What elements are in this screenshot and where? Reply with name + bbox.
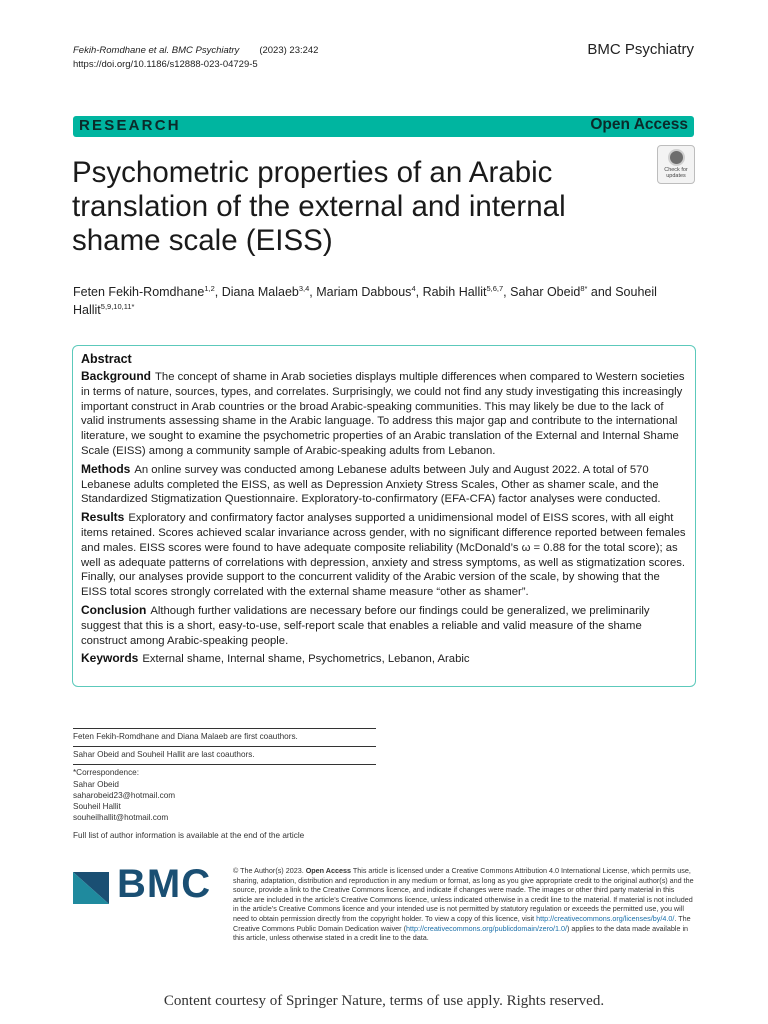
license-text-2: . The Creative Commons Public Domain Dedication waiver ( xyxy=(233,913,691,933)
section-label: RESEARCH xyxy=(79,117,181,134)
author-list xyxy=(73,283,673,319)
open-access-label: Open Access xyxy=(590,116,688,133)
methods-text: An online survey was conducted among Lebanese adults between July and August 2022. A total of 570 Lebanese adults completed the EISS, as well as Depression Anxiety Stress Scales, Other as shamer scale, and the Standardized Stigmatization Questionnaire. Exploratory-to-confirmatory (EFA-CFA) factor analyses were conducted. xyxy=(81,463,661,506)
results-label: Results xyxy=(81,510,125,525)
conclusion-text: Although further validations are necessary before our findings could be generalized, we preliminarily suggest that this is a short, easy-to-use, self-report scale that enables a reliable and valid measure of the shame construct among Arabic-speaking people. xyxy=(81,604,650,647)
journal-name: BMC Psychiatry xyxy=(587,41,694,58)
courtesy-notice: Content courtesy of Springer Nature, terms of use apply. Rights reserved. xyxy=(163,993,605,1009)
author-separator: , xyxy=(309,285,317,299)
correspondent-email[interactable]: souheilhallit@hotmail.com xyxy=(73,813,169,823)
methods-label: Methods xyxy=(81,461,131,476)
check-for-updates-badge[interactable] xyxy=(657,145,695,184)
license-open-access: Open Access xyxy=(305,866,351,875)
author-affiliation: 5,6,7 xyxy=(486,283,504,293)
bmc-logo-icon xyxy=(73,868,109,904)
correspondent-email[interactable]: saharobeid23@hotmail.com xyxy=(73,790,176,800)
article-citation xyxy=(73,44,318,72)
keywords-text: External shame, Internal shame, Psychometrics, Lebanon, Arabic xyxy=(142,653,470,666)
abstract-conclusion xyxy=(81,603,687,648)
abstract-keywords xyxy=(81,651,687,667)
check-updates-line1: Check for xyxy=(664,167,688,173)
author-affiliation: 1,2 xyxy=(204,283,215,293)
citation-year: (2023) 23:242 xyxy=(259,45,319,56)
first-coauthors-note: Feten Fekih-Romdhane and Diana Malaeb are first coauthors. xyxy=(73,732,298,741)
citation-line xyxy=(73,44,318,58)
conclusion-label: Conclusion xyxy=(81,602,147,617)
license-text-3: ) applies to the data made available in this article, unless otherwise stated in a credit line to the data. xyxy=(233,923,689,943)
bmc-logo xyxy=(73,862,215,906)
abstract-heading: Abstract xyxy=(81,352,132,366)
author-name[interactable]: Feten Fekih-Romdhane xyxy=(73,285,205,299)
check-updates-line2: updates xyxy=(666,173,686,179)
bmc-logo-text: BMC xyxy=(117,862,212,906)
last-coauthors-note: Sahar Obeid and Souheil Hallit are last coauthors. xyxy=(73,750,255,760)
author-affiliation: 8* xyxy=(580,283,588,293)
author-separator: and xyxy=(587,285,616,299)
author-name[interactable]: Souheil Hallit xyxy=(73,285,657,317)
correspondent-name: Sahar Obeid xyxy=(73,779,119,789)
correspondence-label: *Correspondence: xyxy=(73,768,139,778)
paper-title: Psychometric properties of an Arabic translation of the external and internal shame scale (EISS) xyxy=(72,156,566,257)
author-footnotes xyxy=(73,728,376,827)
license-link-cc0[interactable]: http://creativecommons.org/publicdomain/zero/1.0/ xyxy=(405,923,567,933)
author-separator: , xyxy=(214,285,222,299)
check-updates-icon xyxy=(668,149,685,166)
author-affiliation: 3,4 xyxy=(298,283,310,293)
background-text: The concept of shame in Arab societies displays multiple differences when compared to Western societies in terms of nature, sources, types, and correlates. Surprisingly, we could not find any study investigating this increasingly important construct in Arab countries or the broad Arabic-speaking communities. This may likely be due to the lack of valid instruments assessing shame in the Arabic language. To address this major gap and contribute to the international literature, we sought to examine the psychometric properties of an Arabic translation of the External and Internal Shame Scale (EISS) among a community sample of Arabic-speaking adults from Lebanon. xyxy=(81,371,685,457)
abstract-methods xyxy=(81,462,687,507)
background-label: Background xyxy=(81,369,152,383)
abstract-box xyxy=(72,345,696,687)
keywords-label: Keywords xyxy=(81,651,139,666)
author-name[interactable]: Diana Malaeb xyxy=(221,285,299,299)
full-author-info-note: Full list of author information is available at the end of the article xyxy=(73,831,305,840)
results-text: Exploratory and confirmatory factor analyses supported a unidimensional model of EISS scores, with all eight items retained. Scores achieved scalar invariance across gender, with no significant difference reported between females and males. EISS scores were found to have adequate composite reliability (McDonald’s ω = 0.88 for the total score); as well as adequate patterns of correlations with depression, anxiety and stress symptoms, as well as stigmatization scores. Finally, our analyses provide support to the concurrent validity of the Arabic version of the scale, by showing that the EISS total scores strongly correlated with the external shame measure “other as shamer”. xyxy=(81,512,686,599)
license-link-cc-by[interactable]: http://creativecommons.org/licenses/by/4.0/ xyxy=(536,913,675,923)
citation-authors: Fekih-Romdhane et al. BMC Psychiatry xyxy=(73,45,240,56)
author-affiliation: 5,9,10,11* xyxy=(100,301,135,311)
license-statement xyxy=(233,866,695,943)
author-separator: , xyxy=(503,285,511,299)
abstract-background xyxy=(81,369,687,459)
license-text-1: This article is licensed under a Creative Commons Attribution 4.0 International License, which permits use, sharing, adaptation, distribution and reproduction in any medium or format, as long as you give appropriate credit to the original author(s) and the source, provide a link to the Creative Commons licence, and indicate if changes were made. The images or other third party material in this article are included in the article’s Creative Commons licence, unless indicated otherwise in a credit line to the material. If material is not included in the article’s Creative Commons licence and your intended use is not permitted by statutory regulation or exceeds the permitted use, you will need to obtain permission directly from the copyright holder. To view a copy of this licence, visit xyxy=(233,866,694,923)
author-separator: , xyxy=(415,285,423,299)
abstract-results xyxy=(81,510,687,600)
author-name[interactable]: Mariam Dabbous xyxy=(316,285,412,299)
doi-link[interactable]: https://doi.org/10.1186/s12888-023-04729-5 xyxy=(73,59,258,70)
author-affiliation: 4 xyxy=(411,283,416,293)
license-copyright: © The Author(s) 2023. xyxy=(233,866,304,875)
correspondent-name: Souheil Hallit xyxy=(73,802,121,812)
research-band xyxy=(73,116,694,137)
author-name[interactable]: Rabih Hallit xyxy=(422,285,487,299)
author-name[interactable]: Sahar Obeid xyxy=(510,285,581,299)
